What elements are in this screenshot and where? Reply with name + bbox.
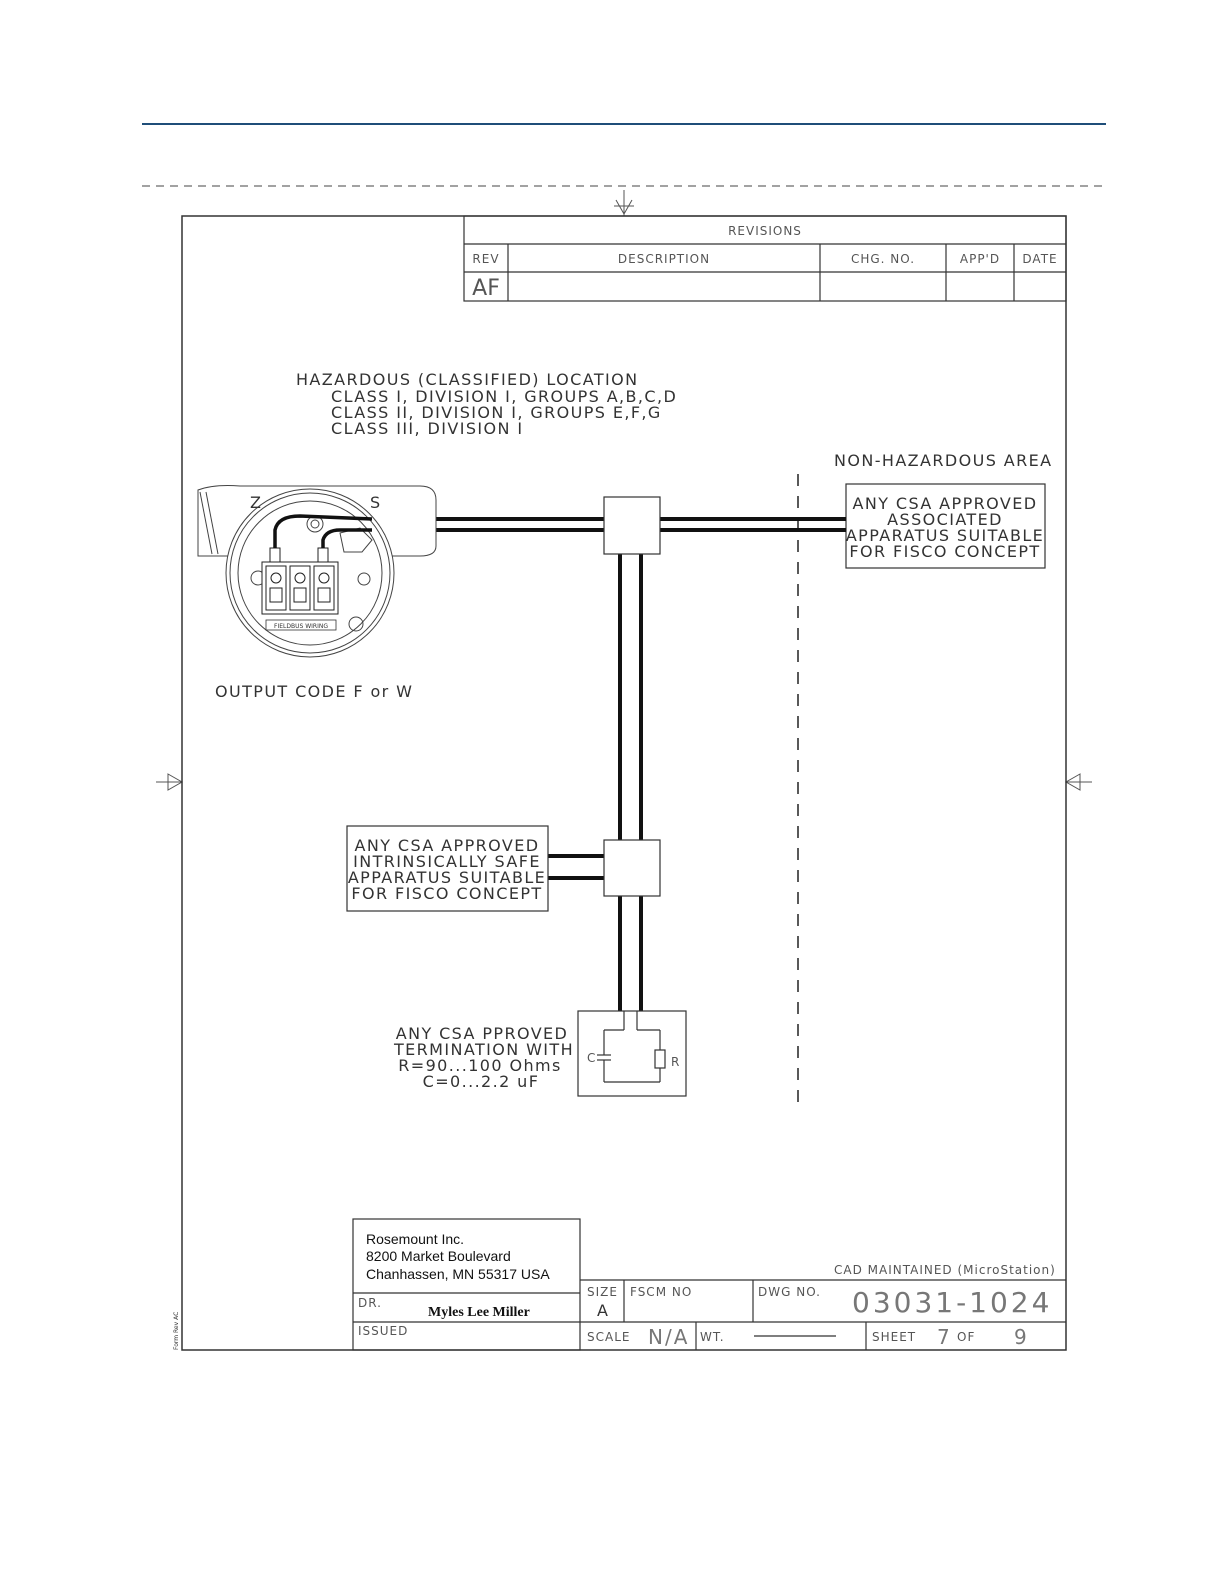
center-marker-right xyxy=(1066,774,1092,790)
center-marker-left xyxy=(156,774,182,790)
company-name: Rosemount Inc. xyxy=(366,1231,465,1247)
revisions-col-chg: CHG. NO. xyxy=(850,252,916,266)
is-apparatus-line-3: APPARATUS SUITABLE xyxy=(347,868,547,887)
location-title: HAZARDOUS (CLASSIFIED) LOCATION xyxy=(296,370,639,389)
associated-line-4: FOR FISCO CONCEPT xyxy=(849,542,1041,561)
output-code-label: OUTPUT CODE F or W xyxy=(215,682,414,701)
cad-maintained: CAD MAINTAINED (MicroStation) xyxy=(834,1263,1056,1277)
associated-line-3: APPARATUS SUITABLE xyxy=(845,526,1045,545)
terminal-note: FIELDBUS WIRING xyxy=(274,623,328,630)
form-label: Form Rev AC xyxy=(173,1311,180,1350)
housing-side-z: Z xyxy=(250,493,263,512)
issued-label: ISSUED xyxy=(358,1324,409,1338)
revisions-col-date: DATE xyxy=(1022,252,1058,266)
dwg-label: DWG NO. xyxy=(758,1285,821,1299)
sheet-label: SHEET xyxy=(872,1330,917,1344)
center-marker-top xyxy=(614,190,634,216)
associated-line-2: ASSOCIATED xyxy=(887,510,1003,529)
non-hazardous-label: NON-HAZARDOUS AREA xyxy=(834,451,1053,470)
scale-value: N/A xyxy=(648,1325,690,1349)
dwg-value: 03031-1024 xyxy=(852,1286,1053,1319)
is-apparatus-line-2: INTRINSICALLY SAFE xyxy=(353,852,541,871)
revisions-title: REVISIONS xyxy=(728,224,802,238)
revisions-col-rev: REV xyxy=(472,252,500,266)
associated-line-1: ANY CSA APPROVED xyxy=(852,494,1038,513)
company-city: Chanhassen, MN 55317 USA xyxy=(366,1266,550,1282)
of-label: OF xyxy=(957,1330,976,1344)
wt-label: WT. xyxy=(700,1330,725,1344)
is-apparatus-line-1: ANY CSA APPROVED xyxy=(354,836,540,855)
junction-box-top xyxy=(604,497,660,554)
location-line-2: CLASS II, DIVISION I, GROUPS E,F,G xyxy=(331,403,662,422)
capacitor-label: C xyxy=(587,1051,597,1065)
termination-line-2: TERMINATION WITH xyxy=(393,1040,575,1059)
termination-line-4: C=0...2.2 uF xyxy=(422,1072,540,1091)
fscm-label: FSCM NO xyxy=(630,1285,693,1299)
scale-label: SCALE xyxy=(587,1330,631,1344)
size-value: A xyxy=(597,1301,610,1320)
dr-name: Myles Lee Miller xyxy=(428,1305,530,1320)
resistor-label: R xyxy=(671,1055,681,1069)
housing-side-s: S xyxy=(370,493,382,512)
of-value: 9 xyxy=(1014,1325,1027,1349)
revisions-col-description: DESCRIPTION xyxy=(617,252,711,266)
sheet-value: 7 xyxy=(937,1325,950,1349)
company-street: 8200 Market Boulevard xyxy=(366,1248,511,1264)
location-line-1: CLASS I, DIVISION I, GROUPS A,B,C,D xyxy=(331,387,678,406)
termination-line-3: R=90...100 Ohms xyxy=(398,1056,562,1075)
location-line-3: CLASS III, DIVISION I xyxy=(331,419,524,438)
size-label: SIZE xyxy=(587,1285,618,1299)
revisions-col-appd: APP'D xyxy=(959,252,1001,266)
revisions-rev-value: AF xyxy=(472,276,500,301)
termination-line-1: ANY CSA PPROVED xyxy=(395,1024,569,1043)
junction-box-mid xyxy=(604,840,660,896)
is-apparatus-line-4: FOR FISCO CONCEPT xyxy=(351,884,543,903)
fieldbus-cable xyxy=(432,519,846,1011)
dr-label: DR. xyxy=(358,1296,382,1310)
